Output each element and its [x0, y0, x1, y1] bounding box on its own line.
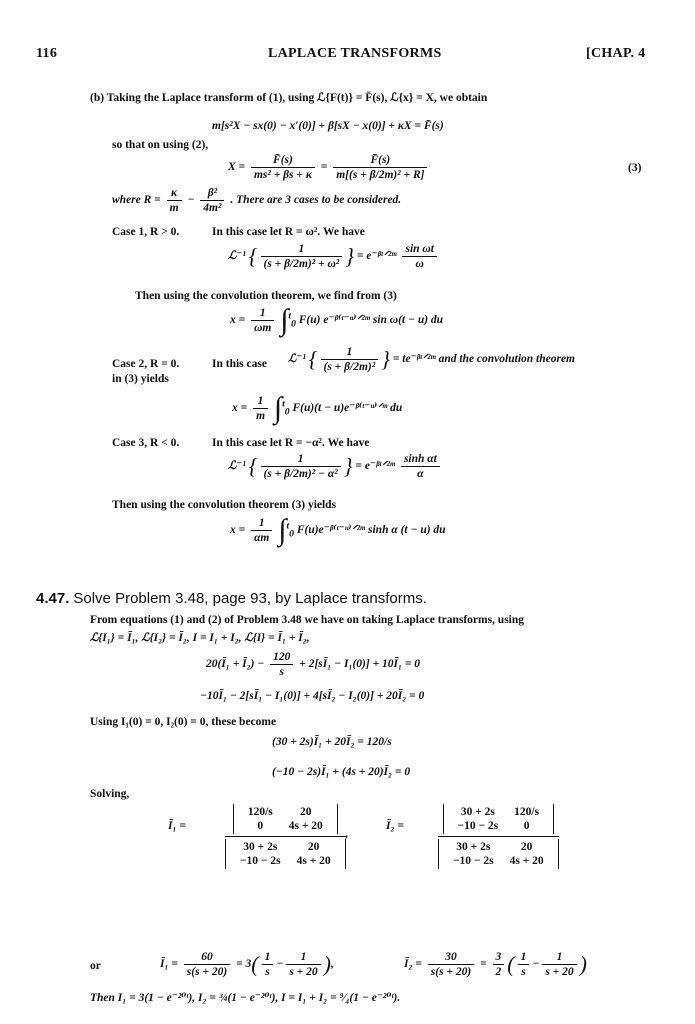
int-upper: t	[286, 520, 290, 532]
I2-numerator-det	[443, 804, 555, 834]
problem-line-1: From equations (1) and (2) of Problem 3.48 we have on taking Laplace transforms, using	[90, 614, 525, 626]
case2-inv-den: (s + β/2m)²	[323, 361, 376, 373]
case1-conv-text: Then using the convolution theorem, we find from (3)	[135, 290, 397, 302]
case1-heading: Case 1, R > 0.	[112, 226, 180, 238]
I2-partial-fraction	[404, 950, 587, 979]
case2-inv-op: ℒ⁻¹	[288, 353, 306, 366]
brace-open: {	[248, 453, 258, 479]
I1-determinant-fraction	[225, 804, 346, 869]
case3-rhs-den: α	[417, 468, 424, 480]
det-cell: 4s + 20	[296, 855, 331, 867]
eqA-left: 20(Ī₁ + Ī₂) −	[206, 658, 265, 671]
det-cell: −10 − 2s	[453, 855, 494, 867]
I2b-p1-den: s	[521, 966, 526, 978]
eq3-equals: =	[320, 161, 328, 174]
eqA-right: + 2[sĪ₁ − I₁(0)] + 10Ī₁ = 0	[299, 658, 421, 671]
det-cell: 120/s	[247, 806, 273, 818]
det-cell: 30 + 2s	[460, 806, 495, 818]
integral-sign: ∫	[278, 513, 287, 547]
case1-inv-den: (s + β/2m)² + ω²	[263, 258, 340, 270]
case1-x-integrand: F(u) e⁻ᵝ⁽ᵗ⁻ᵘ⁾ᐟ²ᵐ sin ω(t − u) du	[298, 314, 444, 327]
case1-text: In this case let R = ω². We have	[212, 226, 365, 238]
problem-line-2: ℒ{I₁} = Ī₁, ℒ{I₂} = Ī₂, I = I₁ + I₂, ℒ{I} = Ī₁ + Ī₂,	[90, 632, 310, 644]
chapter-label: [CHAP. 4	[586, 46, 646, 61]
where-frac-2	[200, 186, 224, 215]
case2-x-den: m	[256, 410, 266, 422]
I2b-c-num: 3	[493, 950, 505, 965]
equation-3	[228, 153, 430, 182]
det-cell: 20	[520, 841, 533, 853]
brace-open: {	[248, 243, 258, 269]
I1-numerator-det	[233, 804, 338, 834]
case3-x-integral	[230, 513, 446, 547]
case2-inv-frac	[321, 345, 379, 374]
where-frac2-den: 4m²	[203, 202, 222, 214]
case1-x-frac	[251, 306, 274, 335]
case1-x-integral	[230, 303, 444, 337]
case3-x-lhs: x =	[230, 524, 246, 537]
I2b-label: Ī₂ =	[404, 958, 422, 971]
case2-inv-num: 1	[321, 345, 379, 360]
case1-x-num: 1	[251, 306, 274, 321]
case3-x-integrand: F(u)e⁻ᵝ⁽ᵗ⁻ᵘ⁾ᐟ²ᵐ sinh α (t − u) du	[296, 524, 446, 537]
eq3-frac2-num: F̄(s)	[333, 153, 427, 168]
det-cell: 0	[523, 820, 530, 832]
I1b-p1-den: s	[265, 966, 270, 978]
det-cell: 20	[300, 806, 312, 818]
case2-x-integral	[232, 391, 403, 425]
brace-close: }	[343, 453, 353, 479]
case2-heading-2: in (3) yields	[112, 373, 169, 385]
brace-close: }	[345, 243, 355, 269]
eqA-num: 120	[270, 650, 293, 665]
case3-rhs-num: sinh αt	[401, 452, 440, 467]
case3-x-den: αm	[254, 532, 270, 544]
det-cell: −10 − 2s	[240, 855, 281, 867]
I2b-p2-den: s + 20	[545, 966, 574, 978]
I1b-p1	[262, 950, 274, 979]
case1-x-den: ωm	[254, 322, 272, 334]
brace-close: }	[381, 346, 390, 372]
problem-number: 4.47.	[36, 590, 70, 607]
I1b-frac	[184, 950, 230, 979]
eq3-frac1-den: ms² + βs + κ	[253, 169, 312, 181]
eqA-den: s	[279, 666, 285, 678]
I1b-p2	[286, 950, 320, 979]
case2-x-num: 1	[253, 394, 268, 409]
where-frac1-den: m	[169, 202, 179, 214]
int-lower: 0	[289, 528, 294, 540]
det-cell: 20	[307, 841, 320, 853]
case2-x-frac	[253, 394, 268, 423]
case3-x-frac	[251, 516, 272, 545]
case3-inv-num: 1	[261, 452, 341, 467]
case3-inv-frac	[261, 452, 341, 481]
paren-open: (	[507, 951, 515, 977]
equation-3-label: (3)	[628, 162, 642, 174]
solving-text: Solving,	[90, 788, 130, 800]
I2b-p1-num: 1	[518, 950, 530, 965]
I2-det-label: Ī₂ =	[386, 820, 404, 832]
case2-inverse	[288, 345, 575, 374]
I2b-num: 30	[428, 950, 474, 965]
eq3-lhs: X =	[228, 161, 246, 174]
I1b-minus: −	[276, 958, 284, 971]
I2b-coef	[493, 950, 505, 979]
I2-determinant-fraction	[438, 804, 559, 869]
equation-D: (−10 − 2s)Ī₁ + (4s + 20)Ī₂ = 0	[272, 766, 411, 778]
I1b-label: Ī₁ =	[160, 958, 178, 971]
or-text: or	[90, 960, 101, 972]
case1-inv-frac	[261, 242, 343, 271]
case3-inv-den: (s + β/2m)² − α²	[263, 468, 338, 480]
case2-inv-rhs: = te⁻ᵝᵗᐟ²ᵐ and the convolution theorem	[392, 353, 576, 366]
case3-x-num: 1	[251, 516, 272, 531]
det-cell: −10 − 2s	[457, 820, 499, 832]
det-cell: 0	[257, 820, 264, 832]
problem-title: Solve Problem 3.48, page 93, by Laplace transforms.	[73, 590, 427, 607]
case1-inv-num: 1	[261, 242, 343, 257]
case1-inverse	[228, 242, 440, 271]
brace-open: {	[308, 346, 318, 372]
int-upper: t	[282, 398, 285, 410]
I2b-frac	[428, 950, 474, 979]
I1-partial-fraction: Ī₁ = $\frac{60}{s(s + 20)}$ = 3( $\frac{1}{s}$ − $\frac{1}{s + 20}$ ),	[160, 951, 334, 978]
case3-conv-text: Then using the convolution theorem (3) yields	[112, 499, 337, 511]
det-cell: 4s + 20	[509, 855, 544, 867]
I1b-den: s(s + 20)	[186, 966, 228, 978]
I1-det-label: Ī₁ =	[168, 820, 186, 832]
case3-inv-op: ℒ⁻¹	[228, 460, 246, 473]
where-prefix: where R =	[112, 194, 161, 207]
case1-x-lhs: x =	[230, 314, 246, 327]
running-title: LAPLACE TRANSFORMS	[268, 46, 442, 61]
I2b-den: s(s + 20)	[430, 966, 472, 978]
I2b-p1	[518, 950, 530, 979]
where-frac1-num: κ	[167, 186, 182, 201]
I1b-num: 60	[184, 950, 230, 965]
integral-sign: ∫	[273, 391, 283, 425]
case2-x-integrand: F(u)(t − u)e⁻ᵝ⁽ᵗ⁻ᵘ⁾ᐟᵐ du	[292, 402, 403, 415]
equation-A	[206, 650, 420, 679]
eq3-frac2-den: m[(s + β/2m)² + R]	[336, 169, 425, 181]
case3-rhs-frac	[401, 452, 440, 481]
final-result: Then I₁ = 3(1 − e⁻²⁰ᵗ), I₂ = ¾(1 − e⁻²⁰ᵗ), I = I₁ + I₂ = ⁹⁄₄(1 − e⁻²⁰ᵗ).	[90, 992, 401, 1004]
using-initial-conditions: Using I₁(0) = 0, I₂(0) = 0, these become	[90, 716, 277, 728]
paren-open: (	[251, 951, 259, 977]
case1-inv-rhs: = e⁻ᵝᵗᐟ²ᵐ	[356, 250, 397, 263]
det-cell: 120/s	[514, 806, 540, 818]
det-cell: 4s + 20	[288, 820, 323, 832]
eq3-frac1-num: F̄(s)	[251, 153, 315, 168]
int-lower: 0	[291, 318, 296, 330]
case3-inv-rhs: = e⁻ᵝᵗᐟ²ᵐ	[355, 460, 396, 473]
I1b-p1-num: 1	[262, 950, 274, 965]
page-number: 116	[36, 46, 58, 61]
eq3-fraction-1	[251, 153, 315, 182]
problem-heading	[36, 590, 427, 608]
where-R-line	[112, 186, 401, 215]
I1b-p2-den: s + 20	[289, 966, 318, 978]
equation-C: (30 + 2s)Ī₁ + 20Ī₂ = 120/s	[272, 736, 392, 748]
determinant-comma: ,	[345, 828, 348, 840]
eq3-fraction-2	[333, 153, 427, 182]
so-that-text: so that on using (2),	[112, 139, 209, 151]
I2b-eq: =	[480, 958, 487, 971]
I2b-p2-num: 1	[542, 950, 576, 965]
case1-rhs-den: ω	[415, 258, 424, 270]
case2-text: In this case	[212, 358, 267, 370]
I2-denominator-det	[438, 839, 559, 869]
case1-rhs-num: sin ωt	[402, 242, 436, 257]
int-upper: t	[288, 310, 292, 322]
case1-rhs-frac	[402, 242, 436, 271]
equation-B: −10Ī₁ − 2[sĪ₁ − I₁(0)] + 4[sĪ₂ − I₂(0)] + 20Ī₂ = 0	[200, 690, 425, 702]
where-suffix: . There are 3 cases to be considered.	[230, 194, 402, 207]
I1b-eq: = 3	[236, 958, 252, 971]
I2b-p2	[542, 950, 576, 979]
det-cell: 30 + 2s	[456, 841, 491, 853]
where-frac-1	[167, 186, 182, 215]
part-b-intro: (b) Taking the Laplace transform of (1), using ℒ{F(t)} = F̄(s), ℒ{x} = X, we obtain	[90, 92, 488, 104]
paren-close: )	[579, 951, 587, 977]
case3-text: In this case let R = −α². We have	[212, 437, 370, 449]
I2b-c-den: 2	[495, 966, 502, 978]
int-lower: 0	[284, 406, 290, 418]
case3-heading: Case 3, R < 0.	[112, 437, 180, 449]
I1b-p2-num: 1	[286, 950, 320, 965]
integral-sign: ∫	[280, 303, 289, 337]
where-minus: −	[187, 194, 195, 207]
det-cell: 30 + 2s	[243, 841, 278, 853]
I1-denominator-det	[225, 839, 346, 869]
equation-transformed: m[s²X − sx(0) − x′(0)] + β[sX − x(0)] + κX = F̄(s)	[212, 120, 444, 132]
I2b-minus: −	[532, 958, 540, 971]
case2-x-lhs: x =	[232, 402, 248, 415]
eqA-frac	[270, 650, 293, 679]
case2-heading: Case 2, R = 0.	[112, 358, 180, 370]
where-frac2-num: β²	[200, 186, 224, 201]
case1-inv-op: ℒ⁻¹	[228, 250, 246, 263]
paren-close: )	[323, 951, 331, 977]
case3-inverse	[228, 452, 443, 481]
